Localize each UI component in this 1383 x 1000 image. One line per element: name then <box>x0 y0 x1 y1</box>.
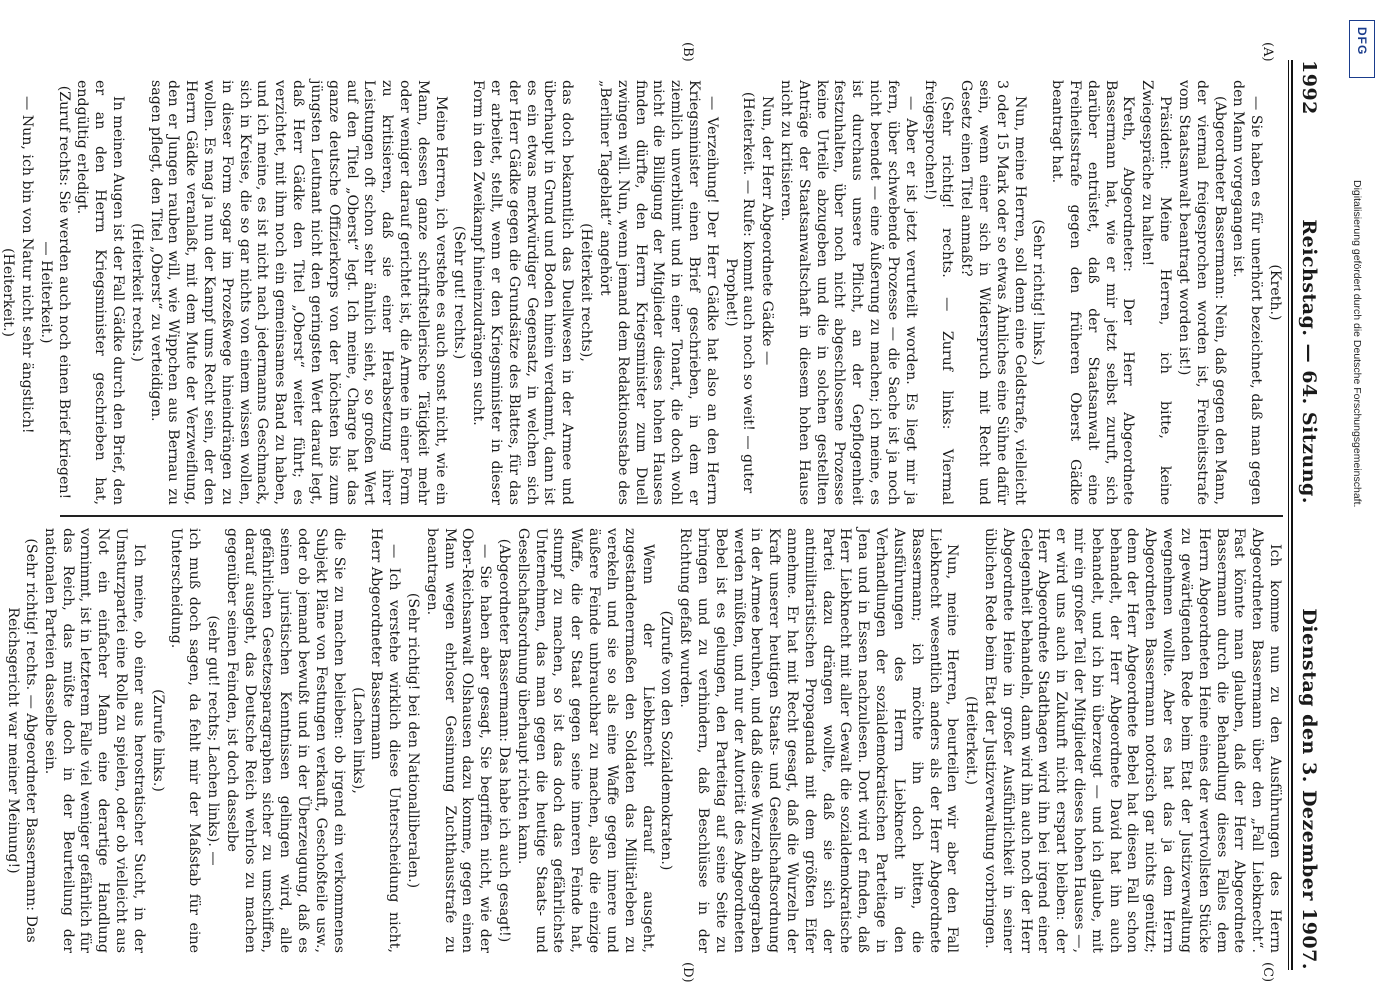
paragraph: (Heiterkeit rechts.) <box>128 223 145 362</box>
paragraph: (Lachen links), <box>349 687 366 794</box>
paragraph: (Abgeordneter Bassermann: Das habe ich auch gesagt!) <box>496 538 513 943</box>
page-header <box>1298 60 1328 970</box>
paragraph: (Heiterkeit. — Rufe: kommt auch noch so weit! — guter Prophet!) <box>722 91 757 494</box>
paragraph: (Zurufe links.) <box>149 689 166 792</box>
paragraph: Nun, meine Herren, soll denn eine Geldstrafe, vielleicht 3 oder 15 Mark oder so etwas Ähnliches eine Sühne dafür sein, wenn einer sich in Widerspruch mit Recht und Gesetz einen Titel anmaßt? <box>958 80 1028 505</box>
paragraph: (Sehr richtig! links.) <box>1030 219 1047 366</box>
paragraph: — Sie haben es für unerhört bezeichnet, daß man gegen den Mann vorgegangen ist. <box>1230 80 1265 505</box>
paragraph: Ich meine, ob einer aus herostratischer Sucht, in der Umsturzpartei eine Rolle zu spielen, oder ob vielleicht aus Not ein einfacher Mann eine derartige Handlung vornimmt, ist in letzterem Falle viel weniger gefährlich für das Reich, das müßte doch in der Beurteilung der nationalen Parteien dasselbe sein. <box>41 528 147 953</box>
paragraph: (Zurufe von den Sozialdemokraten.) <box>658 610 675 871</box>
dfg-logo-text: DFG <box>1355 27 1369 56</box>
paragraph: (sehr gut! rechts; Lachen links). — <box>205 615 222 866</box>
paragraph: — Ich verstehe wirklich diese Unterscheidung nicht, Herr Abgeordneter Bassermann <box>368 528 403 953</box>
paragraph: die Sie zu machen belieben: ob irgend ein verkommenes Subjekt Pläne von Festungen verkauft, Geschoßteile usw., oder ob jemand bewußt und in der Überzeugung, daß es seinen juristischen Kenntnissen gelingen wird, alle gefährlichen Gesetzesparagraphen sicher zu umschiffen, darauf ausgeht, das Deutsche Reich wehrlos zu machen gegenüber seinen Feinden, ist doch dasselbe <box>223 528 347 953</box>
right-text-column <box>5 528 1283 953</box>
margin-marker-d: (D) <box>680 962 695 983</box>
header-rule <box>1288 60 1293 970</box>
paragraph: (Kreth.) <box>1267 264 1283 321</box>
column-divider <box>60 515 1283 517</box>
paragraph: (Heiterkeit rechts), <box>578 223 595 362</box>
dfg-logo <box>1349 20 1375 78</box>
session-title: Reichstag. — 64. Sitzung. <box>1298 219 1320 504</box>
margin-marker-a: (A) <box>1260 42 1275 62</box>
paragraph: Kreth, Abgeordneter: Der Herr Abgeordnete Bassermann hat, wie er mir jetzt selbst zuruft, sich darüber entrüstet, daß der Staatsanwalt eine Freiheitsstrafe gegen den früheren Oberst Gädke beantragt hat. <box>1049 80 1137 505</box>
margin-marker-b: (B) <box>680 42 695 62</box>
paragraph: (Heiterkeit.) <box>963 696 980 785</box>
paragraph: — Sie haben aber gesagt, Sie begriffen nicht, wie der Ober-Reichsanwalt Olshausen dazu komme, gegen einen Mann wegen ehrloser Gesinnung Zuchthausstrafe zu beantragen. <box>423 528 494 953</box>
paragraph: In meinen Augen ist der Fall Gädke durch den Brief, den er an den Herrn Kriegsminister geschrieben hat, endgültig erledigt. <box>74 80 126 505</box>
paragraph: ich muß doch sagen, da fehlt mir der Maßstab für eine Unterscheidung. <box>168 528 203 953</box>
paragraph: (Heiterkeit.) <box>0 248 17 337</box>
page-number: 1992 <box>1298 60 1320 115</box>
paragraph: — Nun, ich bin von Natur nicht sehr ängstlich! <box>18 96 35 434</box>
left-text-column <box>0 80 1283 505</box>
paragraph: — Aber er ist jetzt verurteilt worden. Es liegt mir ja fern, über schwebende Prozesse — die Sache ist ja noch nicht beendet — eine Äußerung zu machen; ich meine, es ist durchaus unsere Pflicht, an der Gepflogenheit festzuhalten, über noch nicht abgeschlossene Prozesse keine Urteile abzugeben und die in solchen gestellten Anträge der Staatsanwaltschaft in diesem hohen Hause nicht zu kritisieren. <box>778 80 919 505</box>
paragraph: (Abgeordneter Bassermann: Nein, daß gegen den Mann, der viermal freigesprochen worden ist, Freiheitsstrafe vom Staatsanwalt beantragt worden ist!) <box>1175 80 1228 505</box>
paragraph: (Sehr gut! rechts.) <box>451 225 468 360</box>
paragraph: (Sehr richtig! rechts. — Abgeordneter Bassermann: Das Reichsgericht war meiner Meinung!) <box>5 538 39 943</box>
session-date: Dienstag den 3. Dezember 1907. <box>1298 608 1320 970</box>
paragraph: Ich komme nun zu den Ausführungen des Herrn Abgeordneten Bassermann über den „Fall Liebknecht“. Fast könnte man glauben, daß der Herr Abgeordnete Bassermann durch die Behandlung dieses Falles dem Herrn Abgeordneten Heine eines der wertvollsten Stücke zu gewärtigenden Rede beim Etat der Justizverwaltung wegnehmen wollte. Aber es hat das ja dem Herrn Abgeordneten Bassermann notorisch gar nichts genützt; denn der Herr Abgeordnete Bebel hat diesen Fall schon behandelt, der Herr Abgeordnete David hat ihn auch behandelt, und ich bin überzeugt — und ich glaube, mit mir ein großer Teil der Mitglieder dieses hohen Hauses —, er wird uns auch in Zukunft nicht erspart bleiben: der Herr Abgeordnete Stadthagen wird ihn bei irgend einer Gelegenheit behandeln, dann wird ihn auch noch der Herr Abgeordnete Heine in großer Ausführlichkeit in seiner üblichen Rede beim Etat der Justizverwaltung vorbringen. <box>982 528 1283 953</box>
paragraph: Präsident: Meine Herren, ich bitte, keine Zwiegespräche zu halten! <box>1139 80 1174 505</box>
paragraph: (Sehr richtig! rechts. — Zuruf links: Viermal freigesprochen!) <box>921 80 956 505</box>
paragraph: das doch bekanntlich das Duellwesen in der Armee und überhaupt in Grund und Boden hinein verdammt, dann ist es ein etwas merkwürdiger Gegensatz, in welchen sich der Herr Gädke gegen die Grundsätze des Blattes, für das er arbeitet, stellt, wenn er den Kriegsminister in dieser Form in den Zweikampf hineinzudrängen sucht. <box>470 80 576 505</box>
paragraph: (Sehr richtig! bei den Nationalliberalen.) <box>405 592 421 889</box>
digitization-credit <box>1346 20 1380 980</box>
paragraph: Nun, meine Herren, beurteilen wir aber den Fall Liebknecht wesentlich anders als der Herr Abgeordnete Bassermann; ich möchte ihn doch bitten, die Ausführungen des Herrn Liebknecht in den Verhandlungen der sozialdemokratischen Parteitage in Jena und in Essen nachzulesen. Dort wird er finden, daß Herr Liebknecht mit aller Gewalt die sozialdemokratische Partei dazu drängen wollte, daß sie sich der antimilitaristischen Propaganda mit dem größten Eifer annehme. Er hat mit Recht gesagt, daß die Wurzeln der Kraft unserer heutigen Staats- und Gesellschaftsordnung in der Armee beruhen, und daß diese Wurzeln abgegraben werden müßten, und nur der Autorität des Abgeordneten Bebel ist es gelungen, den Parteitag auf seine Seite zu bringen und zu verhindern, daß Beschlüsse in der Richtung gefaßt wurden. <box>677 528 961 953</box>
credit-text: Digitalisierung gefördert durch die Deutsche Forschungsgemeinschaft. <box>1351 180 1363 508</box>
paragraph: Wenn der Liebknecht darauf ausgeht, zugestandenermaßen den Soldaten das Militärleben zu verekeln und sie so als eine Waffe gegen innere und äußere Feinde unbrauchbar zu machen, also die einzige Waffe, die der Staat gegen seine inneren Feinde hat, stumpf zu machen, so ist das doch das gefährlichste Unternehmen, das man gegen die heutige Staats- und Gesellschaftsordnung überhaupt richten kann. <box>514 528 656 953</box>
paragraph: Meine Herren, ich verstehe es auch sonst nicht, wie ein Mann, dessen ganze schriftstellerische Tätigkeit mehr oder weniger darauf gerichtet ist, die Armee in einer Form zu kritisieren, daß sie einer Herabsetzung ihrer Leistungen oft schon sehr ähnlich sieht, so großen Wert auf den Titel „Oberst“ legt. Ich meine, Charge hat das ganze deutsche Offizierkorps von der höchsten bis zum jüngsten Leutnant nicht den geringsten Wert darauf legt, daß Herr Gädke den Titel „Oberst“ weiter führt; es verzichtet, mit ihm noch ein gemeinsames Band zu haben, und ich meine, es ist nicht nach jedermanns Geschmack, sich in Kreise, die so gar nichts von einem wissen wollen, in dieser Form sogar im Prozeßwege hineindrängen zu wollen. Es mag ja nun der Kampf ums Recht sein, der den Herrn Gädke veranlaßt, mit dem Mute der Verzweiflung, den er Jungen rauben will, wie Wippchen aus Bernau zu sagen pflegt, den Titel „Oberst“ zu verteidigen. <box>147 80 449 505</box>
paragraph: (Zuruf rechts: Sie werden auch noch einen Brief kriegen! — Heiterkeit.) <box>37 85 72 500</box>
margin-marker-c: (C) <box>1260 962 1275 983</box>
paragraph: — Verzeihung! Der Herr Gädke hat also an den Herrn Kriegsminister einen Brief geschrieben, in dem er ziemlich unverblümt und in einer Tonart, die doch wohl nicht die Billigung der Mitglieder dieses hohen Hauses finden dürfte, den Herrn Kriegsminister zum Duell zwingen will. Nun, wenn jemand dem Redaktionsstabe des „Berliner Tageblatt“ angehört <box>596 80 720 505</box>
paragraph: Nun, der Herr Abgeordnete Gädke — <box>759 96 776 366</box>
